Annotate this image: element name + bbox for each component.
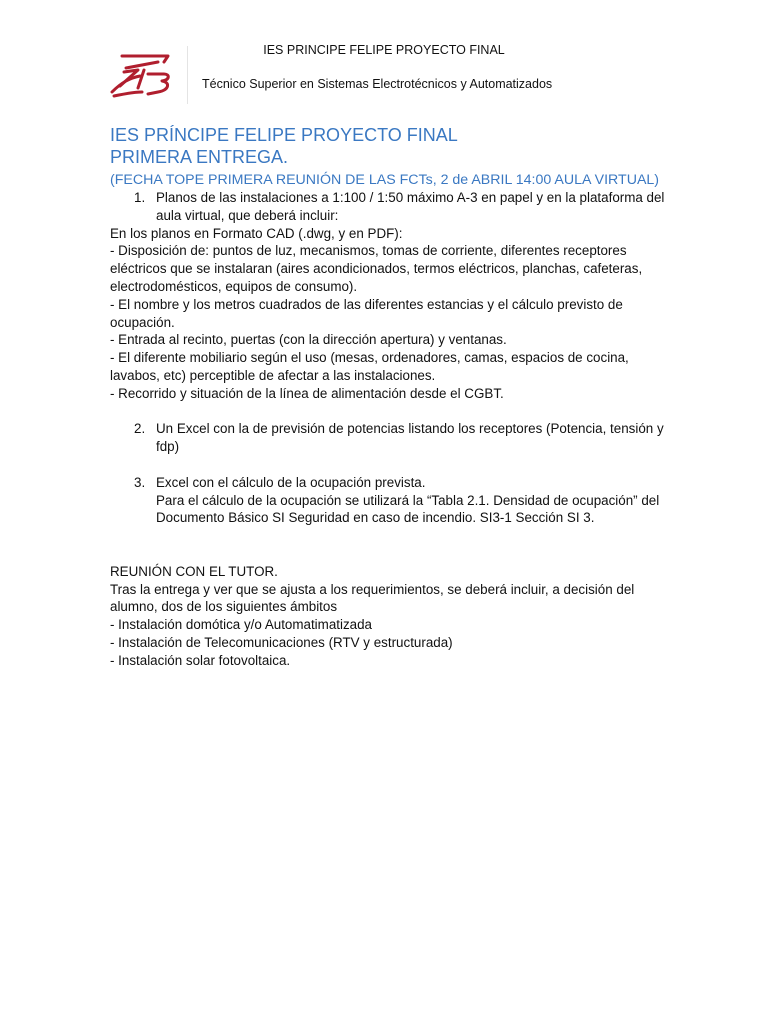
item-number: 2. <box>134 421 146 437</box>
option-item: - Instalación de Telecomunicaciones (RTV y estructurada) <box>110 634 453 650</box>
bullet-item: - Entrada al recinto, puertas (con la dirección apertura) y ventanas. <box>110 332 507 348</box>
doc-title: IES PRÍNCIPE FELIPE PROYECTO FINAL <box>110 125 458 145</box>
header-subtitle: Técnico Superior en Sistemas Electrotécnicos y Automatizados <box>202 77 553 91</box>
bullet-item: - El nombre y los metros cuadrados de las diferentes estancias y el cálculo previsto de ocupación. <box>110 296 623 330</box>
bullet-item: - Disposición de: puntos de luz, mecanismos, tomas de corriente, diferentes receptores eléctricos que se instalaran (aires acondicionados, termos eléctricos, planchas, cafeteras, electrodomésticos, equipos de consumo). <box>110 243 643 294</box>
meeting-intro: Tras la entrega y ver que se ajusta a los requerimientos, se deberá incluir, a decisión del alumno, dos de los siguientes ámbitos <box>110 581 635 615</box>
list-item <box>134 420 670 456</box>
item-text-line: Excel con el cálculo de la ocupación prevista. <box>156 474 426 490</box>
bullet-item: - Recorrido y situación de la línea de alimentación desde el CGBT. <box>110 385 504 401</box>
item-number: 3. <box>134 474 146 490</box>
doc-deadline: (FECHA TOPE PRIMERA REUNIÓN DE LAS FCTs, 2 de ABRIL 14:00 AULA VIRTUAL) <box>110 172 660 188</box>
item-number: 1. <box>134 190 146 205</box>
item-text <box>156 474 670 527</box>
list-item <box>134 189 670 225</box>
doc-title-second: PRIMERA ENTREGA. <box>110 147 289 167</box>
meeting-heading: REUNIÓN CON EL TUTOR. <box>110 563 278 579</box>
list-item <box>134 474 670 527</box>
bullet-item: - El diferente mobiliario según el uso (mesas, ordenadores, camas, espacios de cocina, lavabos, etc) perceptible de afectar a las instalaciones. <box>110 350 629 383</box>
option-item: - Instalación solar fotovoltaica. <box>110 652 291 668</box>
document-body <box>110 124 670 670</box>
option-item: - Instalación domótica y/o Automatimatizada <box>110 617 372 633</box>
item-text: Planos de las instalaciones a 1:100 / 1:50 máximo A-3 en papel y en la plataforma del aula virtual, que deberá incluir: <box>156 190 665 223</box>
header-title: IES PRINCIPE FELIPE PROYECTO FINAL <box>263 43 505 57</box>
item-text-line: Para el cálculo de la ocupación se utilizará la “Tabla 2.1. Densidad de ocupación” del Documento Básico SI Seguridad en caso de incendio. SI3-1 Sección SI 3. <box>156 492 660 526</box>
item-text: Un Excel con la de previsión de potencias listando los receptores (Potencia, tensión y fdp) <box>156 421 664 455</box>
cad-intro: En los planos en Formato CAD (.dwg, y en PDF): <box>110 225 403 241</box>
